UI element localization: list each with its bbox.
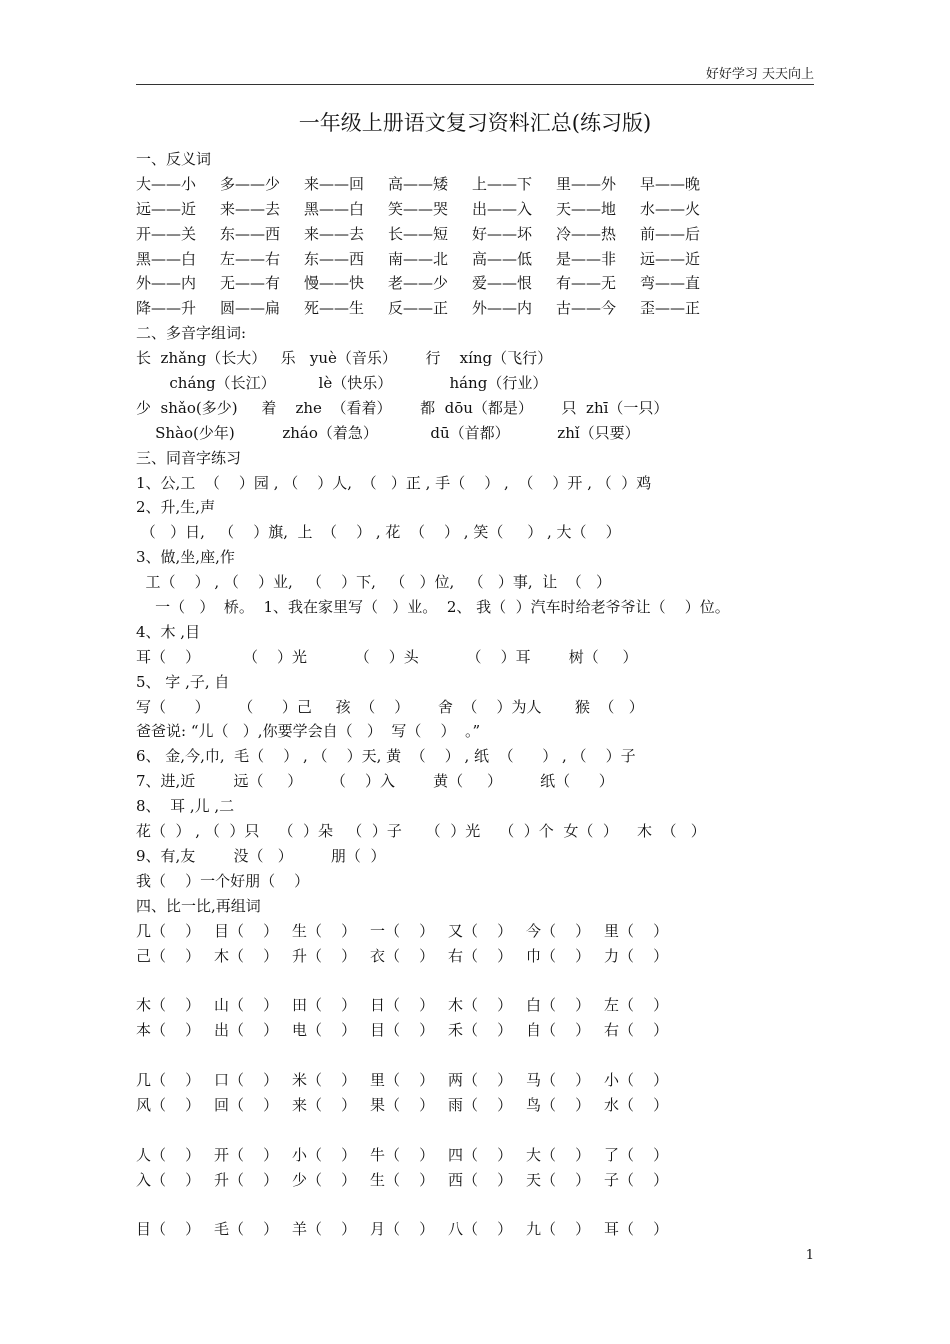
page-content	[136, 147, 826, 1242]
homophone-exercise-list	[136, 471, 826, 894]
compare-item: 右（ ）	[604, 1021, 669, 1040]
antonym-pair: 来——回	[304, 174, 365, 193]
antonym-row	[136, 222, 826, 247]
compare-item: 目（ ）	[136, 1220, 201, 1239]
antonym-pair: 高——矮	[388, 174, 449, 193]
antonym-pair: 南——北	[388, 249, 449, 268]
compare-item: 果（ ）	[370, 1095, 435, 1114]
antonym-pair: 左——右	[220, 249, 281, 268]
compare-exercise-list	[136, 919, 826, 1243]
antonym-list	[136, 172, 826, 321]
antonym-pair: 慢——快	[304, 274, 365, 293]
antonym-pair: 笑——哭	[388, 199, 449, 218]
antonym-pair: 天——地	[556, 199, 617, 218]
polyphone-list	[136, 346, 826, 446]
page-number: 1	[805, 1248, 814, 1263]
compare-row	[136, 919, 826, 944]
antonym-pair: 好——坏	[472, 224, 533, 243]
compare-item: 今（ ）	[526, 921, 591, 940]
compare-row	[136, 1143, 826, 1168]
antonym-pair: 多——少	[220, 174, 281, 193]
compare-item: 巾（ ）	[526, 946, 591, 965]
compare-item: 开（ ）	[214, 1145, 279, 1164]
antonym-pair: 歪——正	[640, 299, 701, 318]
antonym-pair: 远——近	[136, 199, 197, 218]
section-heading-homophones: 三、同音字练习	[136, 448, 242, 467]
compare-item: 来（ ）	[292, 1095, 357, 1114]
group-spacer	[136, 1118, 826, 1143]
antonym-pair: 黑——白	[304, 199, 365, 218]
compare-item: 小（ ）	[292, 1145, 357, 1164]
compare-item: 白（ ）	[526, 996, 591, 1015]
compare-item: 耳（ ）	[604, 1220, 669, 1239]
antonym-pair: 无——有	[220, 274, 281, 293]
antonym-pair: 降——升	[136, 299, 197, 318]
compare-item: 田（ ）	[292, 996, 357, 1015]
compare-item: 里（ ）	[604, 921, 669, 940]
antonym-pair: 开——关	[136, 224, 197, 243]
antonym-pair: 东——西	[304, 249, 365, 268]
exercise-line: 花（ ） , （ ）只 （ ）朵 （ ）子 （ ）光 （ ）个 女（ ） 木 （ ）	[136, 822, 706, 841]
compare-item: 一（ ）	[370, 921, 435, 940]
compare-item: 九（ ）	[526, 1220, 591, 1239]
antonym-pair: 上——下	[472, 174, 533, 193]
antonym-pair: 前——后	[640, 224, 701, 243]
compare-item: 风（ ）	[136, 1095, 201, 1114]
exercise-line: 耳（ ） （ ）光 （ ）头 （ ）耳 树（ ）	[136, 647, 638, 666]
compare-item: 少（ ）	[292, 1170, 357, 1189]
compare-item: 雨（ ）	[448, 1095, 513, 1114]
antonym-pair: 东——西	[220, 224, 281, 243]
section-heading-polyphones: 二、多音字组词:	[136, 324, 247, 343]
antonym-row	[136, 296, 826, 321]
exercise-line: 我（ ）一个好朋（ ）	[136, 871, 310, 890]
compare-item: 八（ ）	[448, 1220, 513, 1239]
antonym-pair: 大——小	[136, 174, 197, 193]
compare-item: 日（ ）	[370, 996, 435, 1015]
antonym-pair: 长——短	[388, 224, 449, 243]
exercise-line: 7、进,近 远（ ） （ ）入 黄（ ） 纸（ ）	[136, 772, 614, 791]
compare-item: 木（ ）	[448, 996, 513, 1015]
page-title: 一年级上册语文复习资料汇总(练习版)	[298, 111, 652, 135]
compare-item: 马（ ）	[526, 1070, 591, 1089]
compare-item: 毛（ ）	[214, 1220, 279, 1239]
compare-item: 力（ ）	[604, 946, 669, 965]
exercise-line: 5、 字 ,子, 自	[136, 672, 230, 691]
polyphone-line: 少 shǎo(多少) 着 zhe （看着） 都 dōu（都是） 只 zhī（一只）	[136, 398, 669, 417]
compare-item: 几（ ）	[136, 1070, 201, 1089]
compare-item: 生（ ）	[292, 921, 357, 940]
antonym-row	[136, 247, 826, 272]
antonym-pair: 来——去	[304, 224, 365, 243]
compare-row	[136, 1018, 826, 1043]
compare-item: 水（ ）	[604, 1095, 669, 1114]
compare-item: 本（ ）	[136, 1021, 201, 1040]
exercise-line: 8、 耳 ,儿 ,二	[136, 797, 235, 816]
antonym-pair: 外——内	[472, 299, 533, 318]
polyphone-line: cháng（长江） lè（快乐） háng（行业）	[136, 374, 548, 393]
antonym-pair: 远——近	[640, 249, 701, 268]
antonym-pair: 出——入	[472, 199, 533, 218]
group-spacer	[136, 968, 826, 993]
compare-item: 小（ ）	[604, 1070, 669, 1089]
compare-item: 鸟（ ）	[526, 1095, 591, 1114]
compare-item: 右（ ）	[448, 946, 513, 965]
compare-row	[136, 944, 826, 969]
compare-item: 羊（ ）	[292, 1220, 357, 1239]
group-spacer	[136, 1043, 826, 1068]
antonym-pair: 圆——扁	[220, 299, 281, 318]
compare-item: 月（ ）	[370, 1220, 435, 1239]
antonym-pair: 爱——恨	[472, 274, 533, 293]
exercise-line: （ ）日, （ ）旗, 上 （ ） , 花 （ ） , 笑（ ） , 大（ ）	[136, 523, 621, 542]
compare-item: 升（ ）	[292, 946, 357, 965]
page-header: 好好学习 天天向上	[136, 66, 814, 85]
antonym-pair: 死——生	[304, 299, 365, 318]
compare-item: 目（ ）	[214, 921, 279, 940]
antonym-pair: 来——去	[220, 199, 281, 218]
compare-item: 衣（ ）	[370, 946, 435, 965]
antonym-pair: 里——外	[556, 174, 617, 193]
compare-row	[136, 1168, 826, 1193]
compare-row	[136, 993, 826, 1018]
antonym-pair: 是——非	[556, 249, 617, 268]
section-heading-antonyms: 一、反义词	[136, 150, 212, 168]
exercise-line: 爸爸说: “儿（ ）,你要学会自（ ） 写（ ） 。”	[136, 722, 481, 741]
compare-item: 口（ ）	[214, 1070, 279, 1089]
exercise-line: 3、做,坐,座,作	[136, 548, 235, 567]
compare-row	[136, 1217, 826, 1242]
compare-row	[136, 1093, 826, 1118]
compare-item: 目（ ）	[370, 1021, 435, 1040]
compare-item: 两（ ）	[448, 1070, 513, 1089]
antonym-pair: 弯——直	[640, 274, 701, 293]
polyphone-line: 长 zhǎng（长大） 乐 yuè（音乐） 行 xíng（飞行）	[136, 349, 553, 368]
antonym-pair: 古——今	[556, 299, 617, 318]
antonym-row	[136, 271, 826, 296]
group-spacer	[136, 1192, 826, 1217]
compare-item: 回（ ）	[214, 1095, 279, 1114]
antonym-row	[136, 197, 826, 222]
compare-item: 了（ ）	[604, 1145, 669, 1164]
exercise-line: 4、木 ,目	[136, 622, 201, 641]
compare-item: 禾（ ）	[448, 1021, 513, 1040]
section-heading-compare: 四、比一比,再组词	[136, 896, 261, 915]
exercise-line: 2、升,生,声	[136, 498, 216, 517]
antonym-pair: 黑——白	[136, 249, 197, 268]
compare-row	[136, 1068, 826, 1093]
compare-item: 西（ ）	[448, 1170, 513, 1189]
compare-item: 入（ ）	[136, 1170, 201, 1189]
antonym-pair: 高——低	[472, 249, 533, 268]
compare-item: 左（ ）	[604, 996, 669, 1015]
exercise-line: 6、 金,今,巾, 毛（ ） , （ ）天, 黄 （ ） , 纸 （ ） , （ ）子	[136, 747, 636, 766]
antonym-pair: 反——正	[388, 299, 449, 318]
antonym-pair: 水——火	[640, 199, 701, 218]
antonym-row	[136, 172, 826, 197]
compare-item: 人（ ）	[136, 1145, 201, 1164]
antonym-pair: 外——内	[136, 274, 197, 293]
compare-item: 里（ ）	[370, 1070, 435, 1089]
exercise-line: 1、公,工 （ ）园 , （ ）人, （ ）正 , 手（ ） , （ ）开 , （ ）鸡	[136, 473, 652, 492]
compare-item: 升（ ）	[214, 1170, 279, 1189]
compare-item: 四（ ）	[448, 1145, 513, 1164]
exercise-line: 一（ ） 桥。 1、我在家里写（ ）业。 2、 我（ ）汽车时给老爷爷让（ ）位。	[136, 598, 730, 617]
exercise-line: 写（ ） （ ）己 孩 （ ） 舍 （ ）为人 猴 （ ）	[136, 697, 644, 716]
antonym-pair: 有——无	[556, 274, 617, 293]
compare-item: 几（ ）	[136, 921, 201, 940]
antonym-pair: 冷——热	[556, 224, 617, 243]
compare-item: 子（ ）	[604, 1170, 669, 1189]
compare-item: 天（ ）	[526, 1170, 591, 1189]
compare-item: 己（ ）	[136, 946, 201, 965]
polyphone-line: Shào(少年) zháo（着急） dū（首都） zhǐ（只要）	[136, 423, 640, 442]
compare-item: 自（ ）	[526, 1021, 591, 1040]
compare-item: 山（ ）	[214, 996, 279, 1015]
compare-item: 木（ ）	[214, 946, 279, 965]
compare-item: 电（ ）	[292, 1021, 357, 1040]
compare-item: 出（ ）	[214, 1021, 279, 1040]
compare-item: 牛（ ）	[370, 1145, 435, 1164]
antonym-pair: 老——少	[388, 274, 449, 293]
compare-item: 生（ ）	[370, 1170, 435, 1189]
compare-item: 木（ ）	[136, 996, 201, 1015]
antonym-pair: 早——晚	[640, 174, 701, 193]
exercise-line: 工（ ） , （ ）业, （ ）下, （ ）位, （ ）事, 让 （ ）	[136, 573, 612, 592]
compare-item: 又（ ）	[448, 921, 513, 940]
compare-item: 大（ ）	[526, 1145, 591, 1164]
compare-item: 米（ ）	[292, 1070, 357, 1089]
exercise-line: 9、有,友 没（ ） 朋（ ）	[136, 846, 386, 865]
